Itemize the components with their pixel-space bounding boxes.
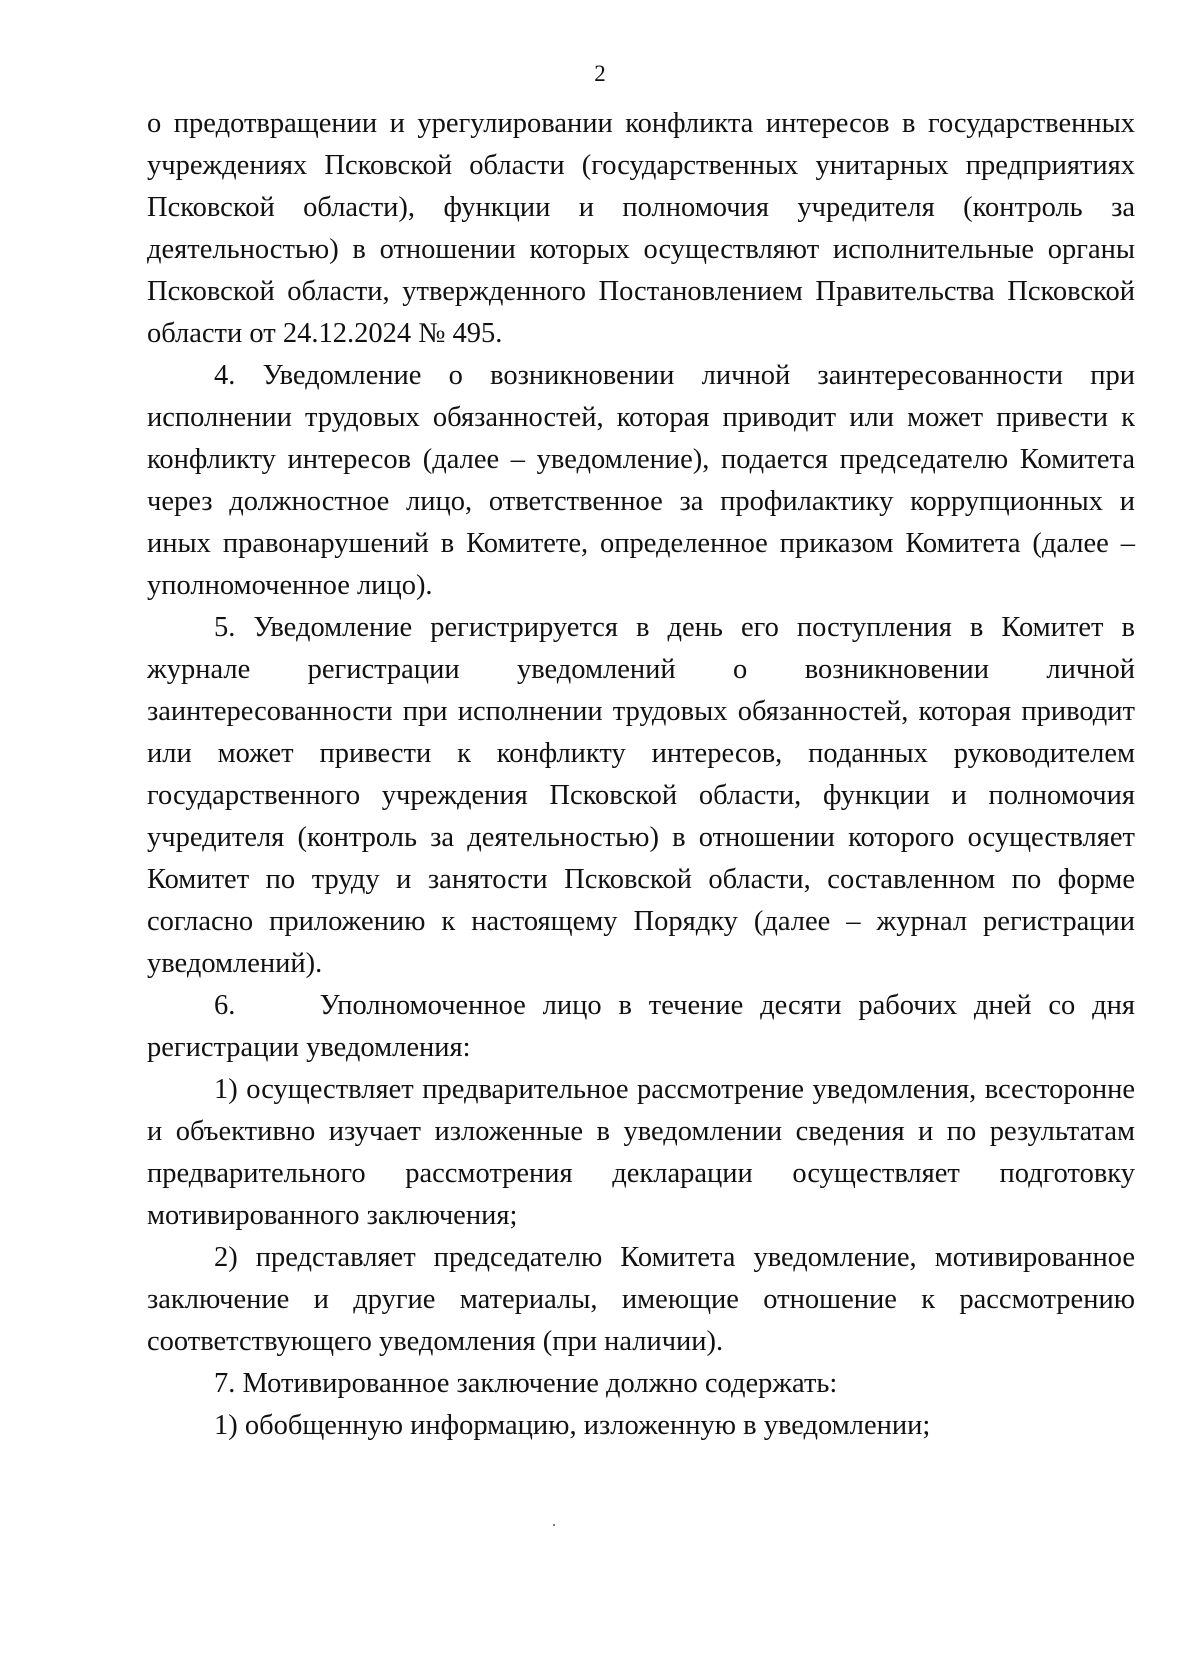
- paragraph-item-4: 4. Уведомление о возникновении личной заинтересованности при исполнении трудовых обязанностей, которая приводит или может привести к конфликту интересов (далее – уведомление), подается председателю Комитета через должностное лицо, ответственное за профилактику коррупционных и иных правонарушений в Комитете, определенное приказом Комитета (далее – уполномоченное лицо).: [147, 360, 1135, 601]
- document-body: [147, 103, 1143, 1447]
- paragraph-item-6-1: 1) осуществляет предварительное рассмотрение уведомления, всесторонне и объективно изучает изложенные в уведомлении сведения и по результатам предварительного рассмотрения декларации осуществляет подготовку мотивированного заключения;: [147, 1074, 1135, 1231]
- paragraph-item-7: 7. Мотивированное заключение должно содержать:: [214, 1368, 838, 1399]
- paragraph-continuation: о предотвращении и урегулировании конфликта интересов в государственных учреждениях Псковской области (государственных унитарных предприятиях Псковской области), функции и полномочия учредителя (контроль за деятельностью) в отношении которых осуществляют исполнительные органы Псковской области, утвержденного Постановлением Правительства Псковской области от 24.12.2024 № 495.: [147, 108, 1135, 349]
- paragraph-item-6: 6. Уполномоченное лицо в течение десяти рабочих дней со дня регистрации уведомления:: [147, 990, 1143, 1063]
- paragraph-item-7-1: 1) обобщенную информацию, изложенную в уведомлении;: [214, 1410, 931, 1441]
- scan-speck: [553, 1524, 555, 1526]
- paragraph-item-5: 5. Уведомление регистрируется в день его поступления в Комитет в журнале регистрации уведомлений о возникновении личной заинтересованности при исполнении трудовых обязанностей, которая приводит или может привести к конфликту интересов, поданных руководителем государственного учреждения Псковской области, функции и полномочия учредителя (контроль за деятельностью) в отношении которого осуществляет Комитет по труду и занятости Псковской области, составленном по форме согласно приложению к настоящему Порядку (далее – журнал регистрации уведомлений).: [147, 612, 1135, 979]
- paragraph-item-6-2: 2) представляет председателю Комитета уведомление, мотивированное заключение и другие материалы, имеющие отношение к рассмотрению соответствующего уведомления (при наличии).: [147, 1242, 1135, 1357]
- page-number: 2: [594, 61, 606, 86]
